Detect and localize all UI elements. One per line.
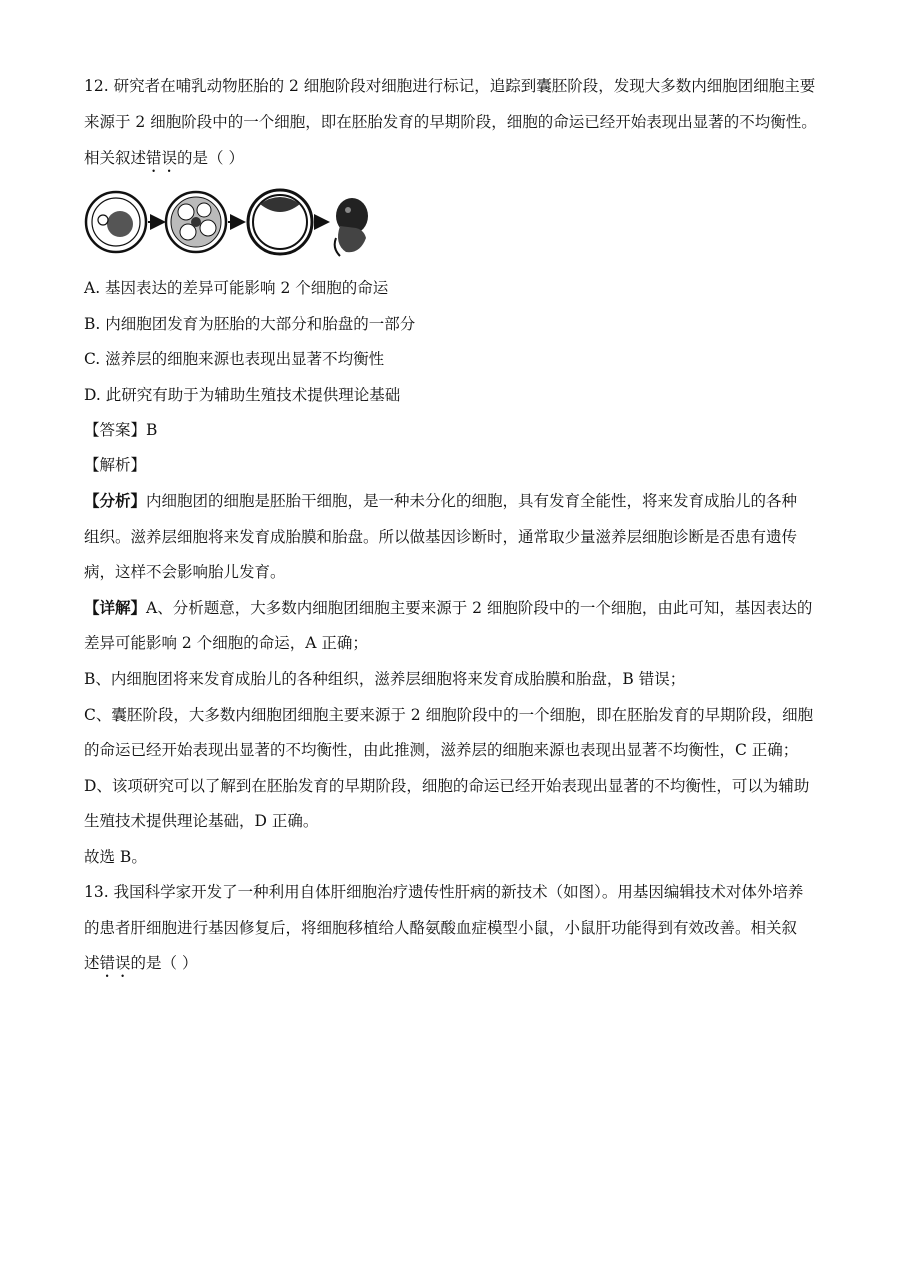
q13-prompt-emphasis: 错误 xyxy=(99,954,131,972)
answer-tag: 【答案】 xyxy=(84,421,147,439)
fenxi-line-1 xyxy=(84,489,816,513)
xiangjie-text-1: A、分析题意，大多数内细胞团细胞主要来源于 2 细胞阶段中的一个细胞，由此可知，基因表达的 xyxy=(146,599,813,617)
fenxi-tag: 【分析】 xyxy=(84,491,147,510)
fenxi-line-3: 病，这样不会影响胎儿发育。 xyxy=(84,563,286,581)
q13-stem-line-1: 13. 我国科学家开发了一种利用自体肝细胞治疗遗传性肝病的新技术（如图）。用基因编辑技术对体外培养 xyxy=(84,883,804,901)
q12-stem-line-2: 来源于 2 细胞阶段中的一个细胞，即在胚胎发育的早期阶段，细胞的命运已经开始表现出显著的不均衡性。 xyxy=(84,113,817,131)
q12-prompt-prefix: 相关叙述 xyxy=(84,149,147,167)
morula-icon xyxy=(166,192,226,252)
blastocyst-icon xyxy=(248,190,312,254)
xiangjie-tag: 【详解】 xyxy=(84,598,147,617)
zygote-icon xyxy=(86,192,146,252)
embryo-development-figure xyxy=(84,182,374,262)
detail-line-3: C、囊胚阶段，大多数内细胞团细胞主要来源于 2 细胞阶段中的一个细胞，即在胚胎发育的早期阶段，细胞 xyxy=(84,706,814,724)
q12-stem-line-1: 12. 研究者在哺乳动物胚胎的 2 细胞阶段对细胞进行标记，追踪到囊胚阶段，发现大多数内细胞团细胞主要 xyxy=(84,77,816,95)
fenxi-text-1: 内细胞团的细胞是胚胎干细胞，是一种未分化的细胞，具有发育全能性，将来发育成胎儿的各种 xyxy=(146,492,798,510)
fenxi-line-2: 组织。滋养层细胞将来发育成胎膜和胎盘。所以做基因诊断时，通常取少量滋养层细胞诊断是否患有遗传 xyxy=(84,528,798,546)
q12-prompt-suffix: 的是（ ） xyxy=(177,149,244,167)
detail-line-4: 的命运已经开始表现出显著的不均衡性，由此推测，滋养层的细胞来源也表现出显著不均衡性，C 正确； xyxy=(84,741,799,759)
fetus-icon xyxy=(335,198,368,256)
q12-prompt xyxy=(84,146,816,176)
q12-option-b: B. 内细胞团发育为胚胎的大部分和胎盘的一部分 xyxy=(84,315,416,333)
q13-prompt-prefix: 述 xyxy=(84,954,100,972)
q12-option-a: A. 基因表达的差异可能影响 2 个细胞的命运 xyxy=(84,279,389,297)
detail-line-2: B、内细胞团将来发育成胎儿的各种组织，滋养层细胞将来发育成胎膜和胎盘，B 错误； xyxy=(84,670,686,688)
detail-line-1: 差异可能影响 2 个细胞的命运，A 正确； xyxy=(84,634,368,652)
detail-line-6: 生殖技术提供理论基础，D 正确。 xyxy=(84,812,319,830)
q13-prompt xyxy=(84,951,816,981)
xiangjie-line-1 xyxy=(84,596,816,620)
q12-option-c: C. 滋养层的细胞来源也表现出显著不均衡性 xyxy=(84,350,385,368)
q12-answer xyxy=(84,418,816,442)
detail-line-7: 故选 B。 xyxy=(84,848,147,866)
answer-value: B xyxy=(146,421,158,439)
q12-prompt-emphasis: 错误 xyxy=(146,149,178,167)
q12-option-d: D. 此研究有助于为辅助生殖技术提供理论基础 xyxy=(84,386,401,404)
q13-stem-line-2: 的患者肝细胞进行基因修复后，将细胞移植给人酪氨酸血症模型小鼠，小鼠肝功能得到有效改善。相关叙 xyxy=(84,919,798,937)
detail-line-5: D、该项研究可以了解到在胚胎发育的早期阶段，细胞的命运已经开始表现出显著的不均衡性，可以为辅助 xyxy=(84,777,810,795)
analysis-tag: 【解析】 xyxy=(84,456,147,474)
q13-prompt-suffix: 的是（ ） xyxy=(130,954,198,972)
